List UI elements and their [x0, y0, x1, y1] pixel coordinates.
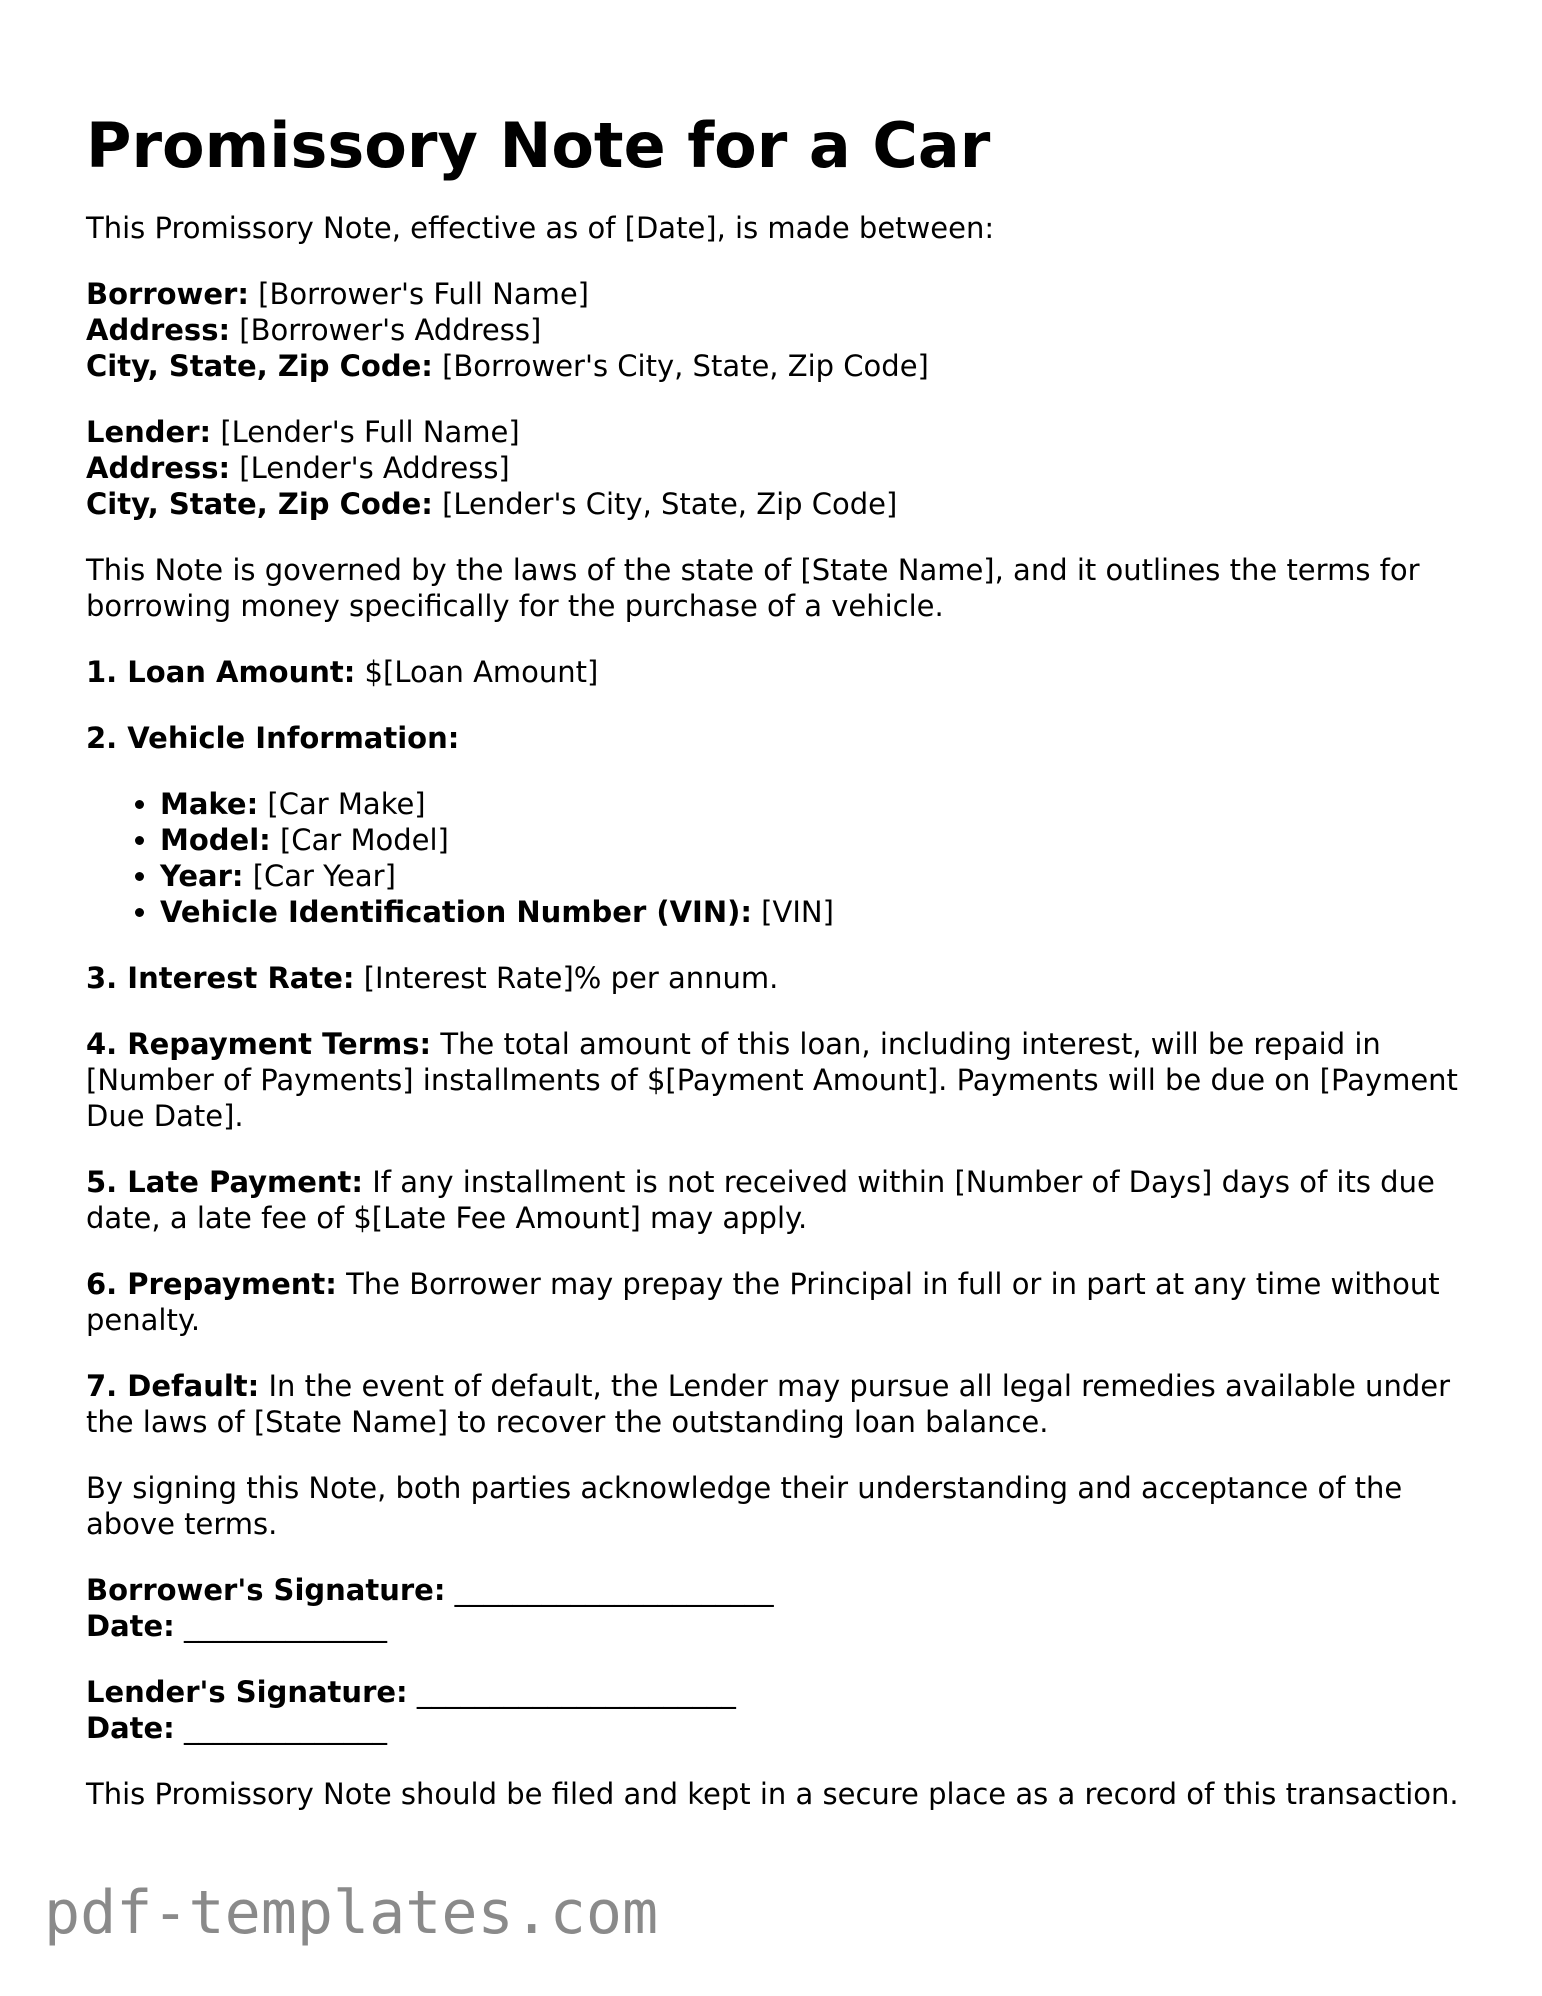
lender-name-line	[86, 414, 1466, 450]
borrower-signature-field[interactable]: ______________________	[445, 1573, 774, 1607]
vehicle-year-value: [Car Year]	[243, 859, 396, 893]
lender-signature-line	[86, 1674, 1466, 1710]
borrower-name-label: Borrower:	[86, 277, 249, 311]
lender-signature-block	[86, 1674, 1466, 1746]
document-page	[86, 108, 1466, 1842]
lender-city-label: City, State, Zip Code:	[86, 487, 433, 521]
page-title: Promissory Note for a Car	[86, 109, 991, 182]
vehicle-vin-label: Vehicle Identification Number (VIN):	[160, 895, 752, 929]
borrower-address-label: Address:	[86, 313, 231, 347]
watermark: pdf-templates.com	[44, 1878, 659, 1948]
lender-address-value: [Lender's Address]	[230, 451, 510, 485]
vehicle-make-value: [Car Make]	[258, 787, 426, 821]
borrower-date-label: Date:	[86, 1609, 175, 1643]
default-text: In the event of default, the Lender may pursue all legal remedies available under the laws of [State Name] to recover the outstanding loan balance.	[86, 1369, 1450, 1439]
borrower-city-label: City, State, Zip Code:	[86, 349, 433, 383]
borrower-signature-line	[86, 1572, 1466, 1608]
vehicle-make-label: Make:	[160, 787, 259, 821]
vehicle-model-label: Model:	[160, 823, 271, 857]
lender-address-line	[86, 450, 1466, 486]
borrower-name-value: [Borrower's Full Name]	[248, 277, 589, 311]
section-interest-rate	[86, 960, 1466, 996]
section-repayment-terms	[86, 1026, 1466, 1134]
lender-signature-label: Lender's Signature:	[86, 1675, 408, 1709]
lender-city-value: [Lender's City, State, Zip Code]	[432, 487, 898, 521]
lender-name-label: Lender:	[86, 415, 212, 449]
closing-paragraph: This Promissory Note should be filed and kept in a secure place as a record of this transaction.	[86, 1777, 1459, 1811]
list-item	[160, 894, 1466, 930]
list-item	[160, 858, 1466, 894]
late-payment-text: If any installment is not received within [Number of Days] days of its due date, a late fee of $[Late Fee Amount] may apply.	[86, 1165, 1435, 1235]
lender-date-label: Date:	[86, 1711, 175, 1745]
interest-rate-text: [Interest Rate]% per annum.	[354, 961, 779, 995]
borrower-block	[86, 276, 1466, 384]
lender-city-line	[86, 486, 1466, 522]
lender-signature-field[interactable]: ______________________	[407, 1675, 736, 1709]
borrower-date-line	[86, 1608, 1466, 1644]
repayment-terms-label: 4. Repayment Terms:	[86, 1027, 432, 1061]
borrower-address-value: [Borrower's Address]	[230, 313, 542, 347]
prepayment-label: 6. Prepayment:	[86, 1267, 337, 1301]
intro-paragraph: This Promissory Note, effective as of [Date], is made between:	[86, 211, 995, 245]
acknowledgement-paragraph: By signing this Note, both parties acknowledge their understanding and acceptance of the above terms.	[86, 1471, 1403, 1541]
vehicle-year-label: Year:	[160, 859, 244, 893]
borrower-date-field[interactable]: ______________	[174, 1609, 387, 1643]
vehicle-vin-value: [VIN]	[751, 895, 834, 929]
default-label: 7. Default:	[86, 1369, 260, 1403]
vehicle-information-label: 2. Vehicle Information:	[86, 721, 460, 755]
prepayment-text: The Borrower may prepay the Principal in full or in part at any time without penalty.	[86, 1267, 1440, 1337]
borrower-signature-label: Borrower's Signature:	[86, 1573, 446, 1607]
late-payment-label: 5. Late Payment:	[86, 1165, 364, 1199]
lender-address-label: Address:	[86, 451, 231, 485]
loan-amount-text: $[Loan Amount]	[355, 655, 599, 689]
lender-block	[86, 414, 1466, 522]
section-vehicle-information	[86, 720, 1466, 756]
lender-date-line	[86, 1710, 1466, 1746]
borrower-city-line	[86, 348, 1466, 384]
list-item	[160, 822, 1466, 858]
lender-date-field[interactable]: ______________	[174, 1711, 387, 1745]
vehicle-model-value: [Car Model]	[270, 823, 449, 857]
repayment-terms-text: The total amount of this loan, including interest, will be repaid in [Number of Payments] installments of $[Payment Amount]. Payments will be due on [Payment Due Date].	[86, 1027, 1458, 1133]
borrower-signature-block	[86, 1572, 1466, 1644]
governing-law-paragraph: This Note is governed by the laws of the state of [State Name], and it outlines the terms for borrowing money specifically for the purchase of a vehicle.	[86, 553, 1420, 623]
section-loan-amount	[86, 654, 1466, 690]
section-default	[86, 1368, 1466, 1440]
interest-rate-label: 3. Interest Rate:	[86, 961, 355, 995]
borrower-city-value: [Borrower's City, State, Zip Code]	[432, 349, 929, 383]
vehicle-details-list	[86, 786, 1466, 930]
loan-amount-label: 1. Loan Amount:	[86, 655, 356, 689]
section-prepayment	[86, 1266, 1466, 1338]
list-item	[160, 786, 1466, 822]
borrower-address-line	[86, 312, 1466, 348]
section-late-payment	[86, 1164, 1466, 1236]
lender-name-value: [Lender's Full Name]	[211, 415, 520, 449]
borrower-name-line	[86, 276, 1466, 312]
